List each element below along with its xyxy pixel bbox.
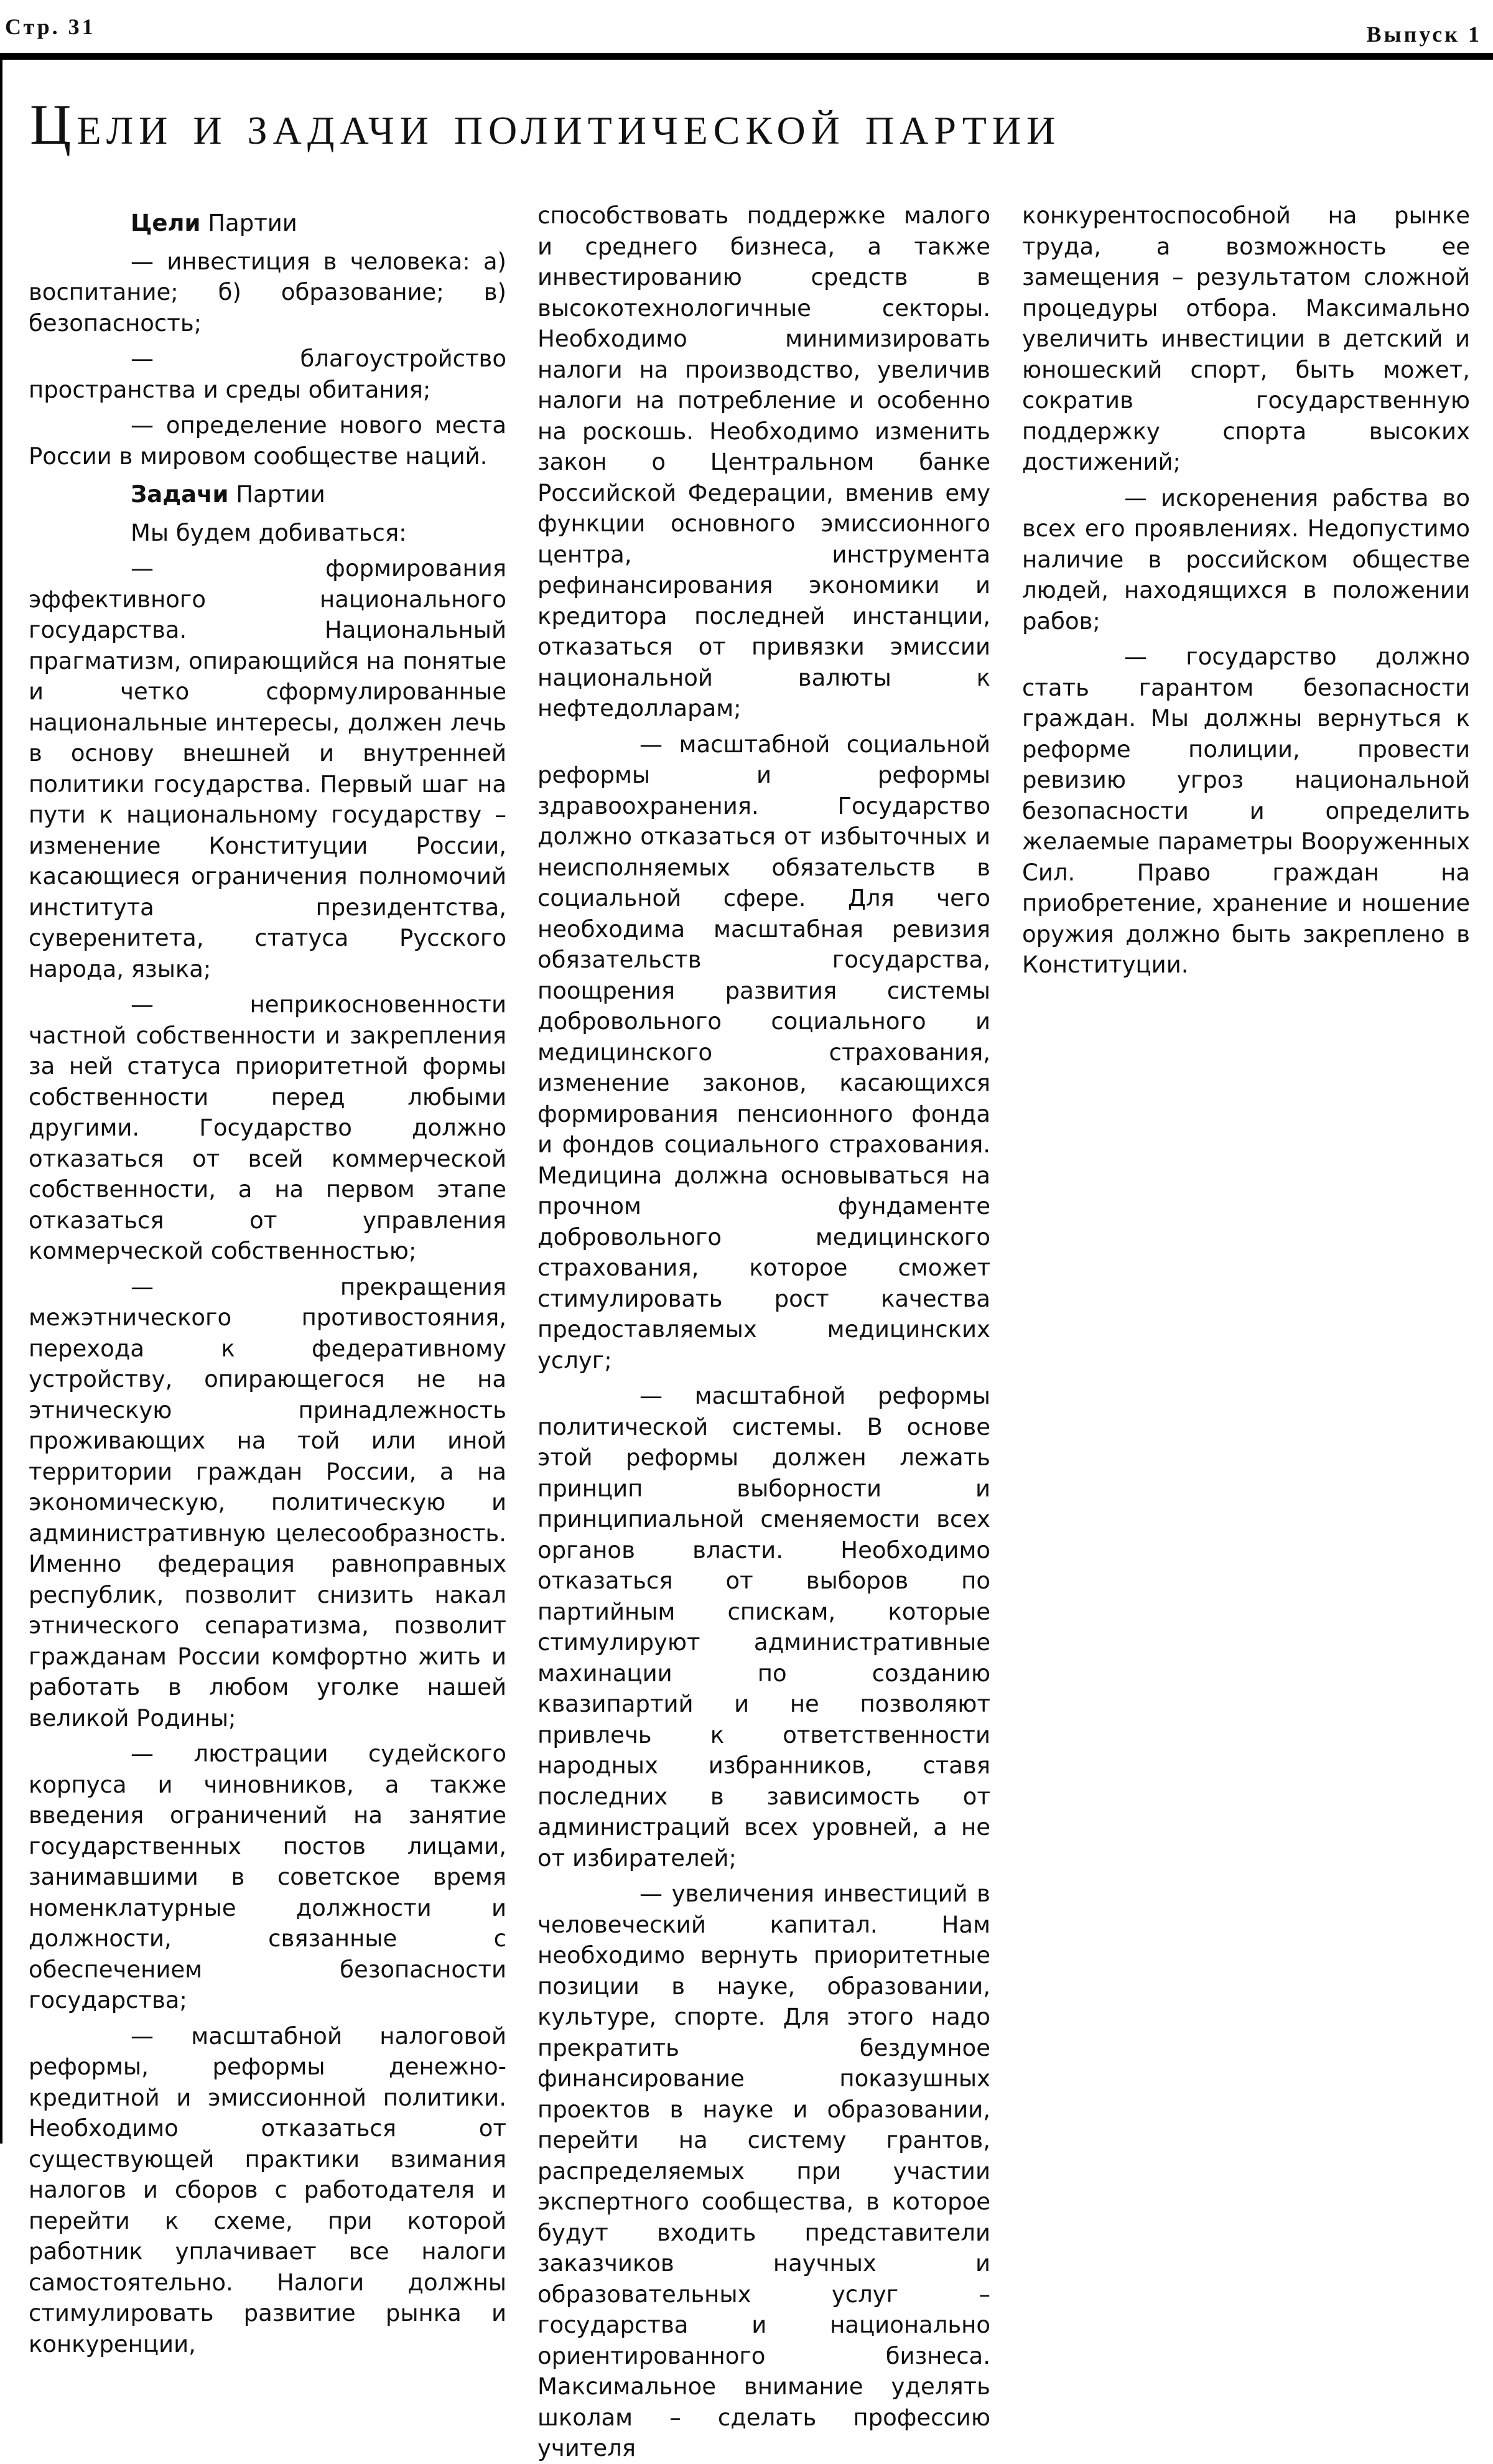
task-paragraph: — масштабной социальной реформы и реформы здравоохранения. Государство должно отказаться от избыточных и неисполняемых обязательств в социальной сфере. Для чего необходима масштабная ревизия обязательств государства, поощрения развития системы добровольного социального и медицинского страхования, изменение законов, касающихся формирования пенсионного фонда и фондов социального страхования. Медицина должна основываться на прочном фундаменте добровольного медицинского страхования, которое сможет стимулировать рост качества предоставляемых медицинских услуг; — [537, 730, 990, 1374]
page-number: Стр. 31 — [5, 14, 96, 39]
goals-heading-bold: Цели — [131, 210, 201, 236]
task-paragraph: — увеличения инвестиций в человеческий капитал. Нам необходимо вернуть приоритетные позиции в науке, образовании, культуре, спорте. Для этого надо прекратить бездумное финансирование показушных проектов в науке и образовании, перейти на систему грантов, распределяемых при участии экспертного сообщества, в которое будут входить представители заказчиков научных и образовательных услуг – государства и национально ориентированного бизнеса. Максимальное внимание уделять школам – сделать профессию учителя — [537, 1880, 990, 2462]
task-paragraph: — государство должно стать гарантом безопасности граждан. Мы должны вернуться к реформе полиции, провести ревизию угроз национальной безопасности и определить желаемые параметры Вооруженных Сил. Право граждан на приобретение, хранение и ношение оружия должно быть закреплено в Конституции. — [1022, 643, 1470, 978]
task-paragraph: — масштабной реформы политической системы. В основе этой реформы должен лежать принцип выборности и принципиальной сменяемости всех органов власти. Необходимо отказаться от выборов по партийным спискам, которые стимулируют административные махинации по созданию квазипартий и не позволяют привлечь к ответственности народных избранников, ставя последних в зависимость от администраций всех уровней, а не от избирателей; — [537, 1383, 990, 1872]
goal-item: — инвестиция в человека: а) воспитание; б) образование; в) безопасность; — [29, 248, 506, 337]
task-paragraph-continued: способствовать поддержке малого и среднего бизнеса, а также инвестированию средств в высокотехнологичные секторы. Необходимо минимизировать налоги на производство, увеличив налоги на потребление и особенно на роскошь. Необходимо изменить закон о Центральном банке Российской Федерации, вменив ему функции основного эмиссионного центра, инструмента рефинансирования экономики и кредитора последней инстанции, отказаться от привязки эмиссии национальной валюты к нефтедолларам; — [537, 202, 990, 722]
task-paragraph-continued: конкурентоспособной на рынке труда, а возможность ее замещения – результатом сложной процедуры отбора. Максимально увеличить инвестиции в детский и юношеский спорт, быть может, сократив государственную поддержку спорта высоких достижений; — [1022, 202, 1470, 475]
task-paragraph: — искоренения рабства во всех его проявлениях. Недопустимо наличие в российском обществе людей, находящихся в положении рабов; — [1022, 484, 1470, 635]
goals-heading — [29, 208, 506, 239]
issue-label: Выпуск 1 — [1366, 22, 1482, 47]
task-paragraph: — прекращения межэтнического противостояния, перехода к федеративному устройству, опирающегося не на этническую принадлежность проживающих на той или иной территории граждан России, а на экономическую, политическую и административную целесообразность. Именно федерация равноправных республик, позволит снизить накал этнического сепаратизма, позволит гражданам России комфортно жить и работать в любом уголке нашей великой Родины; — [29, 1273, 506, 1732]
task-paragraph: — масштабной налоговой реформы, реформы денежно-кредитной и эмиссионной политики. Необходимо отказаться от существующей практики взимания налогов и сборов с работодателя и перейти к схеме, при которой работник уплачивает все налоги самостоятельно. Налоги должны стимулировать развитие рынка и конкуренции, — [29, 2022, 506, 2358]
goals-heading-rest: Партии — [200, 210, 297, 236]
task-paragraph: — неприкосновенности частной собственности и закрепления за ней статуса приоритетной формы собственности перед любыми другими. Государство должно отказаться от всей коммерческой собственности, а на первом этапе отказаться от управления коммерческой собственностью; — [29, 991, 506, 1264]
column-2 — [537, 200, 990, 2464]
tasks-heading — [29, 479, 506, 510]
page-header — [0, 0, 1493, 62]
task-paragraph: — формирования эффективного национального государства. Национальный прагматизм, опирающийся на понятые и четко сформулированные национальные интересы, должен лечь в основу внешней и внутренней политики государства. Первый шаг на пути к национальному государству – изменение Конституции России, касающиеся ограничения полномочий института президентства, суверенитета, статуса Русского народа, языка; — [29, 555, 507, 982]
tasks-intro: Мы будем добиваться: — [131, 519, 407, 546]
goal-item: — определение нового места России в мировом сообществе наций. — [29, 412, 506, 470]
header-rule — [0, 53, 1493, 60]
left-margin-rule — [0, 60, 2, 2144]
column-1 — [29, 200, 506, 2359]
article-title: Цели и задачи политической партии — [30, 93, 1061, 156]
column-3 — [1022, 200, 1470, 981]
task-paragraph: — люстрации судейского корпуса и чиновников, а также введения ограничений на занятие государственных постов лицами, занимавшими в советское время номенклатурные должности и должности, связанные с обеспечением безопасности государства; — [29, 1740, 506, 2014]
goal-item: — благоустройство пространства и среды обитания; — [29, 345, 506, 403]
tasks-heading-rest: Партии — [228, 481, 325, 508]
tasks-heading-bold: Задачи — [131, 481, 229, 508]
